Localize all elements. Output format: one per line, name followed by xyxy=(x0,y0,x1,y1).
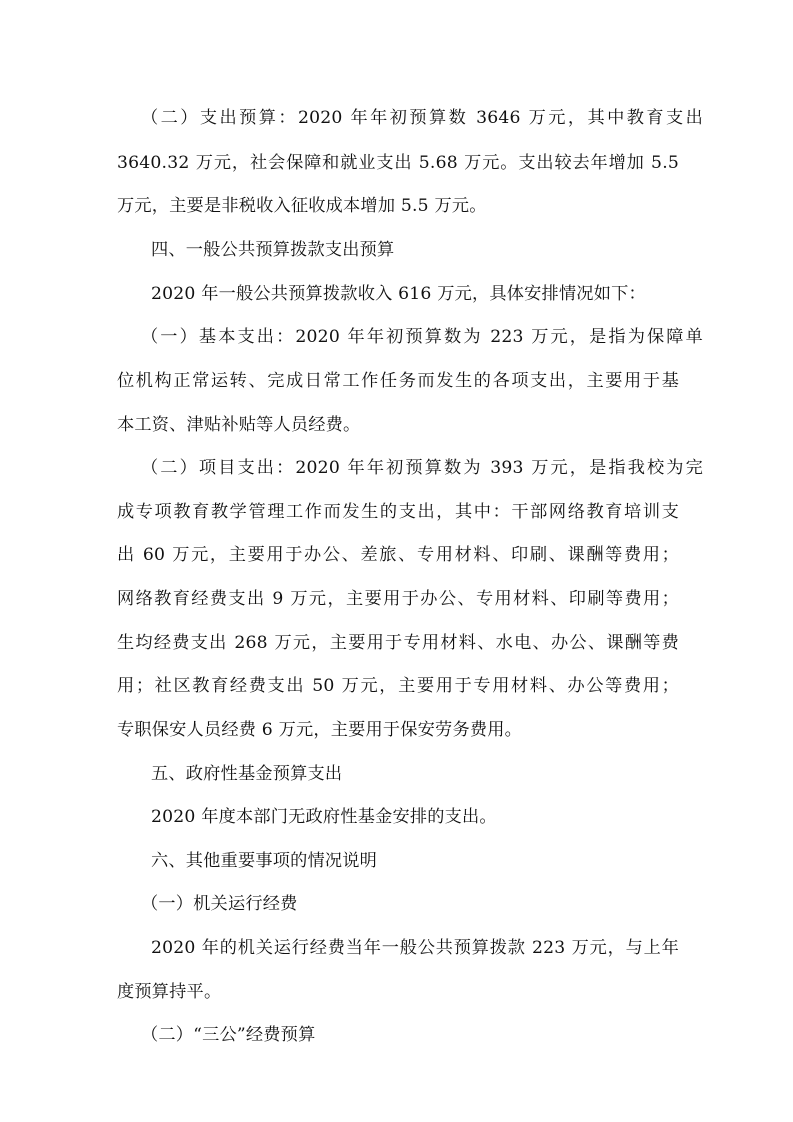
paragraph-line: 2020 年度本部门无政府性基金安排的支出。 xyxy=(151,807,497,827)
paragraph-line: 度预算持平。 xyxy=(117,982,222,1002)
paragraph-line: 网络教育经费支出 9 万元，主要用于办公、专用材料、印刷等费用； xyxy=(117,589,679,609)
subsection-heading: （一）机关运行经费 xyxy=(141,894,298,914)
paragraph-line: 万元，主要是非税收入征收成本增加 5.5 万元。 xyxy=(117,196,487,216)
paragraph-line: 位机构正常运转、完成日常工作任务而发生的各项支出，主要用于基 xyxy=(117,371,679,391)
paragraph-line: （二）项目支出：2020 年年初预算数为 393 万元，是指我校为完 xyxy=(141,458,703,478)
subsection-heading: （二）“三公”经费预算 xyxy=(141,1025,316,1045)
paragraph-line: 本工资、津贴补贴等人员经费。 xyxy=(117,415,361,435)
paragraph-line: 专职保安人员经费 6 万元，主要用于保安劳务费用。 xyxy=(117,720,522,740)
paragraph-line: 生均经费支出 268 万元，主要用于专用材料、水电、办公、课酬等费 xyxy=(117,633,679,653)
paragraph-line: 3640.32 万元，社会保障和就业支出 5.68 万元。支出较去年增加 5.5 xyxy=(117,153,679,173)
paragraph-line: （二）支出预算：2020 年年初预算数 3646 万元，其中教育支出 xyxy=(141,108,703,128)
section-heading: 五、政府性基金预算支出 xyxy=(151,764,343,784)
paragraph-line: 2020 年的机关运行经费当年一般公共预算拨款 223 万元，与上年 xyxy=(151,938,679,958)
paragraph-line: 成专项教育教学管理工作而发生的支出，其中：干部网络教育培训支 xyxy=(117,502,679,522)
section-heading: 六、其他重要事项的情况说明 xyxy=(151,851,378,871)
paragraph-line: 出 60 万元，主要用于办公、差旅、专用材料、印刷、课酬等费用； xyxy=(117,545,679,565)
paragraph-line: （一）基本支出：2020 年年初预算数为 223 万元，是指为保障单 xyxy=(141,327,703,347)
paragraph-line: 用；社区教育经费支出 50 万元，主要用于专用材料、办公等费用； xyxy=(117,676,679,696)
paragraph-line: 2020 年一般公共预算拨款收入 616 万元，具体安排情况如下： xyxy=(151,284,646,304)
section-heading: 四、一般公共预算拨款支出预算 xyxy=(151,240,395,260)
